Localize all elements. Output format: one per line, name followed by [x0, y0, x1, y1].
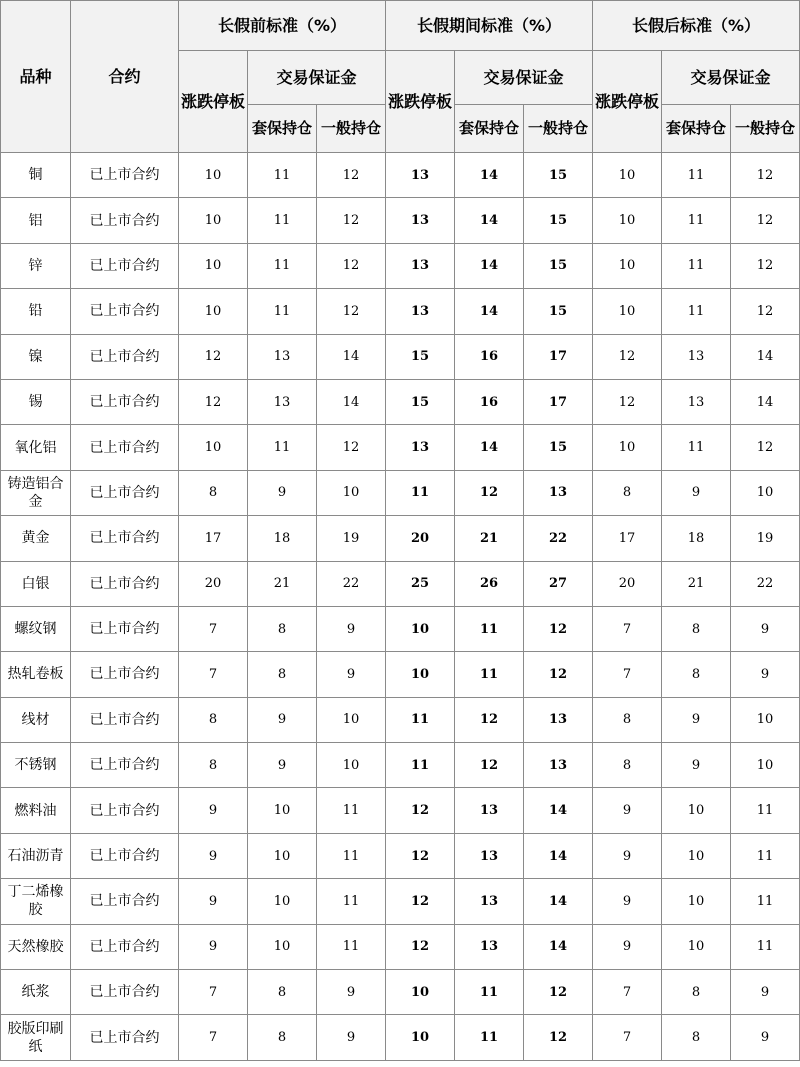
cell-after-limit: 8	[593, 697, 662, 742]
cell-after-general: 12	[731, 153, 800, 198]
cell-before-hedge: 11	[248, 153, 317, 198]
cell-before-limit: 10	[179, 153, 248, 198]
cell-contract: 已上市合约	[71, 470, 179, 515]
cell-after-general: 11	[731, 924, 800, 969]
cell-before-limit: 20	[179, 561, 248, 606]
cell-during-limit: 11	[386, 743, 455, 788]
cell-during-limit: 20	[386, 516, 455, 561]
table-row	[1, 379, 800, 424]
cell-after-limit: 17	[593, 516, 662, 561]
cell-after-limit: 8	[593, 743, 662, 788]
cell-before-limit: 7	[179, 606, 248, 651]
cell-before-limit: 9	[179, 879, 248, 924]
cell-contract: 已上市合约	[71, 243, 179, 288]
cell-during-general: 13	[524, 697, 593, 742]
cell-variety: 热轧卷板	[1, 652, 71, 697]
cell-during-limit: 12	[386, 833, 455, 878]
table-row	[1, 470, 800, 515]
table-row	[1, 924, 800, 969]
cell-before-hedge: 10	[248, 788, 317, 833]
cell-variety: 丁二烯橡胶	[1, 879, 71, 924]
cell-variety: 白银	[1, 561, 71, 606]
cell-after-general: 9	[731, 652, 800, 697]
cell-during-limit: 13	[386, 425, 455, 470]
cell-before-general: 14	[317, 379, 386, 424]
cell-before-limit: 8	[179, 697, 248, 742]
cell-before-general: 10	[317, 697, 386, 742]
cell-before-hedge: 21	[248, 561, 317, 606]
header-during-limit: 涨跌停板	[386, 51, 455, 153]
cell-after-hedge: 9	[662, 743, 731, 788]
header-after-limit: 涨跌停板	[593, 51, 662, 153]
cell-after-general: 11	[731, 833, 800, 878]
cell-after-hedge: 11	[662, 153, 731, 198]
cell-during-general: 12	[524, 652, 593, 697]
cell-contract: 已上市合约	[71, 788, 179, 833]
cell-after-hedge: 11	[662, 243, 731, 288]
cell-during-limit: 12	[386, 788, 455, 833]
cell-during-limit: 25	[386, 561, 455, 606]
cell-after-hedge: 21	[662, 561, 731, 606]
cell-variety: 石油沥青	[1, 833, 71, 878]
header-during-margin: 交易保证金	[455, 51, 593, 105]
cell-during-hedge: 16	[455, 379, 524, 424]
cell-after-limit: 20	[593, 561, 662, 606]
cell-before-hedge: 8	[248, 970, 317, 1015]
cell-contract: 已上市合约	[71, 652, 179, 697]
table-row	[1, 153, 800, 198]
cell-during-hedge: 12	[455, 470, 524, 515]
header-after-hedge: 套保持仓	[662, 105, 731, 153]
cell-before-general: 10	[317, 470, 386, 515]
cell-after-general: 9	[731, 970, 800, 1015]
cell-before-hedge: 11	[248, 289, 317, 334]
cell-after-hedge: 9	[662, 697, 731, 742]
cell-before-hedge: 10	[248, 924, 317, 969]
table-row	[1, 516, 800, 561]
cell-after-hedge: 10	[662, 879, 731, 924]
cell-variety: 黄金	[1, 516, 71, 561]
cell-variety: 氧化铝	[1, 425, 71, 470]
cell-after-limit: 8	[593, 470, 662, 515]
cell-before-limit: 10	[179, 425, 248, 470]
cell-after-general: 12	[731, 198, 800, 243]
cell-before-general: 9	[317, 970, 386, 1015]
cell-during-hedge: 14	[455, 243, 524, 288]
cell-after-hedge: 8	[662, 1015, 731, 1060]
cell-during-limit: 12	[386, 879, 455, 924]
cell-before-general: 12	[317, 425, 386, 470]
cell-variety: 铝	[1, 198, 71, 243]
cell-before-hedge: 11	[248, 243, 317, 288]
cell-after-hedge: 13	[662, 334, 731, 379]
cell-contract: 已上市合约	[71, 425, 179, 470]
cell-during-hedge: 11	[455, 652, 524, 697]
cell-before-hedge: 18	[248, 516, 317, 561]
table-row	[1, 1015, 800, 1060]
cell-after-limit: 7	[593, 606, 662, 651]
cell-before-general: 19	[317, 516, 386, 561]
header-after: 长假后标准（%）	[593, 1, 800, 51]
cell-after-limit: 10	[593, 289, 662, 334]
header-variety: 品种	[1, 1, 71, 153]
cell-during-hedge: 26	[455, 561, 524, 606]
cell-during-general: 15	[524, 243, 593, 288]
cell-after-limit: 10	[593, 243, 662, 288]
header-before-general: 一般持仓	[317, 105, 386, 153]
header-before-margin: 交易保证金	[248, 51, 386, 105]
cell-during-general: 12	[524, 606, 593, 651]
table-row	[1, 970, 800, 1015]
cell-after-general: 14	[731, 334, 800, 379]
cell-variety: 纸浆	[1, 970, 71, 1015]
cell-after-general: 12	[731, 289, 800, 334]
cell-during-general: 14	[524, 924, 593, 969]
cell-variety: 锡	[1, 379, 71, 424]
cell-after-general: 12	[731, 243, 800, 288]
cell-variety: 天然橡胶	[1, 924, 71, 969]
cell-after-general: 10	[731, 470, 800, 515]
cell-before-hedge: 8	[248, 652, 317, 697]
cell-during-general: 12	[524, 970, 593, 1015]
cell-before-limit: 8	[179, 743, 248, 788]
table-row	[1, 743, 800, 788]
cell-before-general: 12	[317, 153, 386, 198]
cell-variety: 线材	[1, 697, 71, 742]
cell-variety: 铜	[1, 153, 71, 198]
cell-after-limit: 10	[593, 198, 662, 243]
cell-contract: 已上市合约	[71, 334, 179, 379]
cell-after-limit: 12	[593, 334, 662, 379]
cell-during-limit: 13	[386, 243, 455, 288]
cell-after-limit: 7	[593, 652, 662, 697]
cell-before-limit: 17	[179, 516, 248, 561]
cell-after-limit: 7	[593, 1015, 662, 1060]
cell-during-hedge: 21	[455, 516, 524, 561]
cell-during-hedge: 13	[455, 833, 524, 878]
cell-contract: 已上市合约	[71, 379, 179, 424]
table-row	[1, 198, 800, 243]
header-during-hedge: 套保持仓	[455, 105, 524, 153]
cell-during-limit: 12	[386, 924, 455, 969]
cell-contract: 已上市合约	[71, 516, 179, 561]
cell-before-limit: 8	[179, 470, 248, 515]
cell-during-general: 14	[524, 879, 593, 924]
cell-before-general: 9	[317, 1015, 386, 1060]
cell-after-general: 19	[731, 516, 800, 561]
cell-before-hedge: 11	[248, 198, 317, 243]
table-row	[1, 697, 800, 742]
cell-before-general: 14	[317, 334, 386, 379]
cell-during-general: 14	[524, 833, 593, 878]
cell-contract: 已上市合约	[71, 833, 179, 878]
cell-during-general: 12	[524, 1015, 593, 1060]
cell-after-limit: 12	[593, 379, 662, 424]
cell-during-hedge: 11	[455, 970, 524, 1015]
table-row	[1, 788, 800, 833]
cell-before-general: 12	[317, 289, 386, 334]
cell-during-hedge: 11	[455, 1015, 524, 1060]
cell-before-general: 9	[317, 652, 386, 697]
cell-after-limit: 7	[593, 970, 662, 1015]
cell-during-general: 17	[524, 334, 593, 379]
cell-before-hedge: 10	[248, 879, 317, 924]
cell-before-hedge: 8	[248, 1015, 317, 1060]
cell-before-hedge: 11	[248, 425, 317, 470]
cell-after-limit: 9	[593, 879, 662, 924]
cell-before-general: 12	[317, 243, 386, 288]
cell-before-limit: 9	[179, 788, 248, 833]
cell-before-hedge: 13	[248, 379, 317, 424]
cell-during-limit: 10	[386, 652, 455, 697]
cell-during-hedge: 13	[455, 924, 524, 969]
cell-during-limit: 13	[386, 289, 455, 334]
cell-after-hedge: 13	[662, 379, 731, 424]
cell-after-limit: 10	[593, 425, 662, 470]
cell-before-limit: 7	[179, 652, 248, 697]
cell-before-hedge: 9	[248, 697, 317, 742]
cell-before-general: 11	[317, 788, 386, 833]
cell-before-limit: 9	[179, 924, 248, 969]
table-row	[1, 561, 800, 606]
cell-during-hedge: 11	[455, 606, 524, 651]
cell-after-general: 9	[731, 606, 800, 651]
cell-during-limit: 11	[386, 470, 455, 515]
cell-during-general: 14	[524, 788, 593, 833]
cell-during-hedge: 14	[455, 153, 524, 198]
cell-during-limit: 15	[386, 334, 455, 379]
cell-before-general: 12	[317, 198, 386, 243]
cell-after-hedge: 11	[662, 289, 731, 334]
cell-before-limit: 12	[179, 379, 248, 424]
cell-after-hedge: 10	[662, 788, 731, 833]
table-row	[1, 425, 800, 470]
cell-during-hedge: 14	[455, 425, 524, 470]
cell-before-general: 10	[317, 743, 386, 788]
cell-after-hedge: 11	[662, 425, 731, 470]
cell-before-hedge: 10	[248, 833, 317, 878]
cell-during-limit: 10	[386, 1015, 455, 1060]
table-row	[1, 334, 800, 379]
cell-before-hedge: 13	[248, 334, 317, 379]
cell-contract: 已上市合约	[71, 606, 179, 651]
cell-during-hedge: 14	[455, 198, 524, 243]
cell-contract: 已上市合约	[71, 924, 179, 969]
cell-after-hedge: 8	[662, 652, 731, 697]
header-after-margin: 交易保证金	[662, 51, 800, 105]
cell-during-general: 15	[524, 425, 593, 470]
cell-variety: 锌	[1, 243, 71, 288]
cell-after-hedge: 8	[662, 970, 731, 1015]
cell-during-general: 22	[524, 516, 593, 561]
cell-after-general: 22	[731, 561, 800, 606]
cell-variety: 铅	[1, 289, 71, 334]
cell-variety: 铸造铝合金	[1, 470, 71, 515]
header-after-general: 一般持仓	[731, 105, 800, 153]
cell-during-hedge: 13	[455, 879, 524, 924]
cell-during-limit: 10	[386, 970, 455, 1015]
cell-contract: 已上市合约	[71, 970, 179, 1015]
cell-after-general: 11	[731, 879, 800, 924]
cell-after-hedge: 10	[662, 833, 731, 878]
header-before-limit: 涨跌停板	[179, 51, 248, 153]
table-row	[1, 652, 800, 697]
cell-during-general: 27	[524, 561, 593, 606]
header-before-hedge: 套保持仓	[248, 105, 317, 153]
table-row	[1, 289, 800, 334]
cell-during-limit: 15	[386, 379, 455, 424]
cell-during-general: 15	[524, 289, 593, 334]
cell-contract: 已上市合约	[71, 289, 179, 334]
cell-after-hedge: 8	[662, 606, 731, 651]
cell-before-general: 11	[317, 924, 386, 969]
cell-variety: 燃料油	[1, 788, 71, 833]
cell-variety: 不锈钢	[1, 743, 71, 788]
cell-contract: 已上市合约	[71, 198, 179, 243]
cell-during-general: 15	[524, 198, 593, 243]
cell-variety: 螺纹钢	[1, 606, 71, 651]
table-body	[1, 153, 800, 1061]
cell-after-limit: 9	[593, 788, 662, 833]
cell-contract: 已上市合约	[71, 697, 179, 742]
cell-before-limit: 12	[179, 334, 248, 379]
cell-after-hedge: 10	[662, 924, 731, 969]
cell-contract: 已上市合约	[71, 743, 179, 788]
cell-after-hedge: 18	[662, 516, 731, 561]
cell-after-general: 14	[731, 379, 800, 424]
table-row	[1, 243, 800, 288]
cell-during-general: 15	[524, 153, 593, 198]
cell-during-hedge: 13	[455, 788, 524, 833]
cell-before-limit: 7	[179, 1015, 248, 1060]
cell-contract: 已上市合约	[71, 1015, 179, 1060]
table-row	[1, 606, 800, 651]
header-contract: 合约	[71, 1, 179, 153]
cell-before-hedge: 9	[248, 470, 317, 515]
cell-after-general: 12	[731, 425, 800, 470]
cell-before-limit: 7	[179, 970, 248, 1015]
cell-before-limit: 10	[179, 198, 248, 243]
cell-after-hedge: 9	[662, 470, 731, 515]
cell-after-limit: 9	[593, 833, 662, 878]
cell-after-general: 10	[731, 743, 800, 788]
cell-during-hedge: 12	[455, 697, 524, 742]
cell-before-hedge: 9	[248, 743, 317, 788]
cell-during-limit: 13	[386, 153, 455, 198]
cell-during-hedge: 16	[455, 334, 524, 379]
cell-during-general: 13	[524, 743, 593, 788]
cell-before-general: 11	[317, 879, 386, 924]
table-header	[1, 1, 800, 153]
cell-after-general: 11	[731, 788, 800, 833]
cell-during-limit: 13	[386, 198, 455, 243]
cell-before-limit: 10	[179, 289, 248, 334]
cell-during-hedge: 14	[455, 289, 524, 334]
table-row	[1, 879, 800, 924]
cell-after-limit: 10	[593, 153, 662, 198]
cell-contract: 已上市合约	[71, 561, 179, 606]
cell-after-hedge: 11	[662, 198, 731, 243]
cell-before-limit: 10	[179, 243, 248, 288]
cell-variety: 镍	[1, 334, 71, 379]
header-during-general: 一般持仓	[524, 105, 593, 153]
cell-during-general: 13	[524, 470, 593, 515]
cell-variety: 胶版印刷纸	[1, 1015, 71, 1060]
cell-before-general: 11	[317, 833, 386, 878]
cell-before-general: 22	[317, 561, 386, 606]
cell-before-general: 9	[317, 606, 386, 651]
cell-during-hedge: 12	[455, 743, 524, 788]
header-before: 长假前标准（%）	[179, 1, 386, 51]
cell-after-general: 10	[731, 697, 800, 742]
cell-contract: 已上市合约	[71, 153, 179, 198]
cell-before-hedge: 8	[248, 606, 317, 651]
header-during: 长假期间标准（%）	[386, 1, 593, 51]
table-row	[1, 833, 800, 878]
cell-during-general: 17	[524, 379, 593, 424]
cell-after-general: 9	[731, 1015, 800, 1060]
cell-during-limit: 10	[386, 606, 455, 651]
cell-after-limit: 9	[593, 924, 662, 969]
cell-during-limit: 11	[386, 697, 455, 742]
cell-contract: 已上市合约	[71, 879, 179, 924]
cell-before-limit: 9	[179, 833, 248, 878]
